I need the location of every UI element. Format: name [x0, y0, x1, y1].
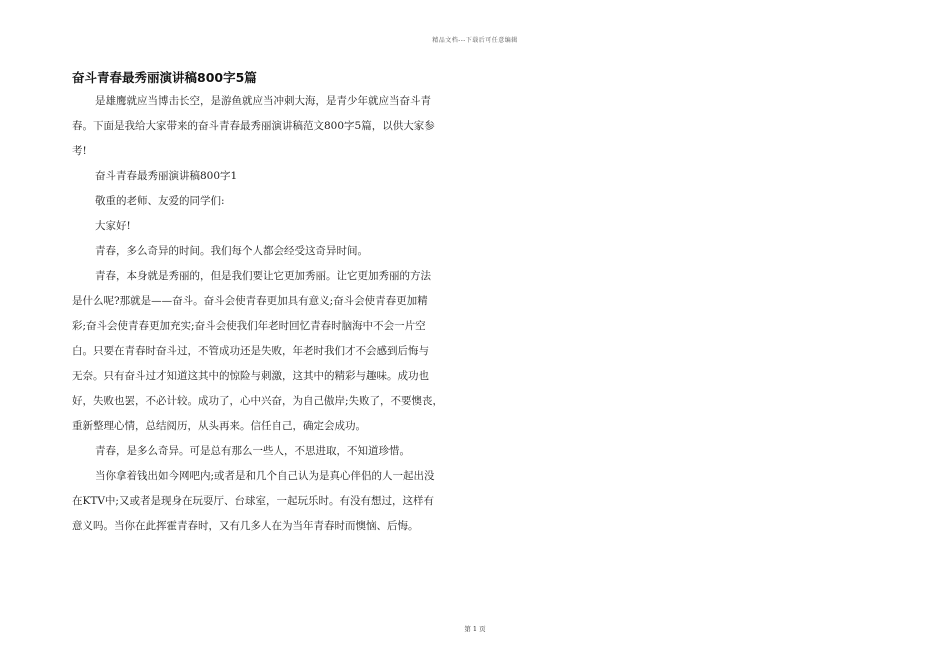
section-heading: 奋斗青春最秀丽演讲稿800字1: [95, 170, 238, 182]
paragraph-line: 好，失败也罢，不必计较。成功了，心中兴奋，为自己傲岸;失败了，不要懊丧，: [72, 395, 444, 407]
salutation: 敬重的老师、友爱的同学们:: [95, 195, 225, 207]
paragraph-line: 重新整理心情，总结阅历，从头再来。信任自己，确定会成功。: [72, 420, 366, 432]
paragraph-line: 意义吗。当你在此挥霍青春时，又有几多人在为当年青春时而懊恼、后悔。: [72, 520, 419, 532]
paragraph-line: 春。下面是我给大家带来的奋斗青春最秀丽演讲稿范文800字5篇，以供大家参: [72, 120, 435, 132]
paragraph-line: 考!: [72, 145, 87, 157]
paragraph-line: 彩;奋斗会使青春更加充实;奋斗会使我们年老时回忆青春时脑海中不会一片空: [72, 320, 426, 332]
header-note: 精品文档---下载后可任意编辑: [432, 37, 518, 44]
paragraph-line: 是雄鹰就应当博击长空，是游鱼就应当冲刺大海，是青少年就应当奋斗青: [95, 95, 431, 107]
paragraph-line: 青春，本身就是秀丽的，但是我们要让它更加秀丽。让它更加秀丽的方法: [95, 270, 431, 282]
paragraph-line: 当你拿着钱出如今网吧内;或者是和几个自己认为是真心伴侣的人一起出没: [95, 470, 435, 482]
paragraph-line: 无奈。只有奋斗过才知道这其中的惊险与刺激，这其中的精彩与趣味。成功也: [72, 370, 429, 382]
paragraph-line: 在KTV中;又或者是现身在玩耍厅、台球室，一起玩乐时。有没有想过，这样有: [72, 495, 434, 507]
paragraph-line: 是什么呢?那就是——奋斗。奋斗会使青春更加具有意义;奋斗会使青春更加精: [72, 295, 428, 307]
paragraph-line: 青春，多么奇异的时间。我们每个人都会经受这奇异时间。: [95, 245, 368, 257]
paragraph-line: 青春，是多么奇异。可是总有那么一些人，不思进取，不知道珍惜。: [95, 445, 410, 457]
greeting: 大家好!: [95, 220, 131, 232]
document-title: 奋斗青春最秀丽演讲稿800字5篇: [72, 70, 257, 85]
page-number: 第 1 页: [464, 625, 486, 633]
paragraph-line: 白。只要在青春时奋斗过，不管成功还是失败，年老时我们才不会感到后悔与: [72, 345, 429, 357]
